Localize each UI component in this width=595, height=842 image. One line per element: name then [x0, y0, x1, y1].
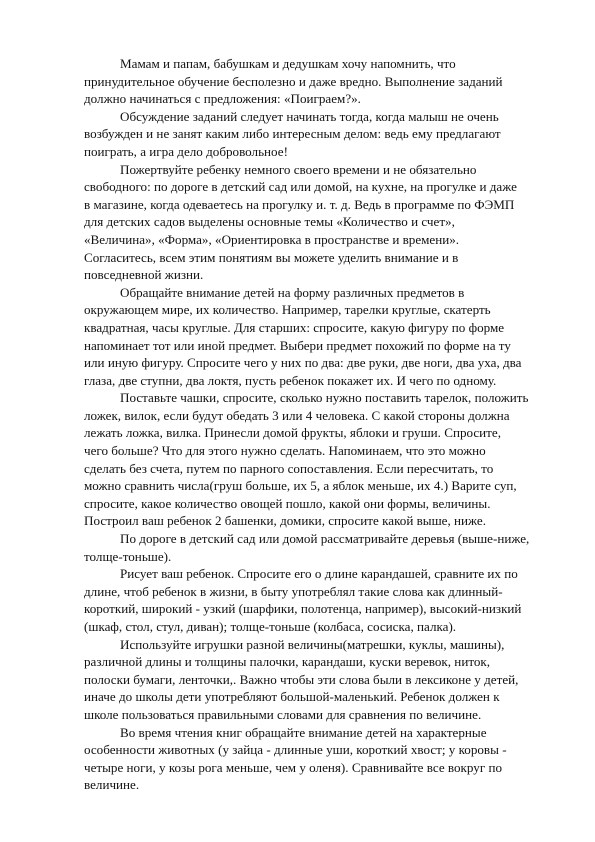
text-line: особенности животных (у зайца - длинные уши, короткий хвост; у коровы -: [84, 742, 507, 758]
text-line: полоски бумаги, ленточки,. Важно чтобы эти слова были в лексиконе у детей,: [84, 671, 519, 687]
text-line: напоминает тот или иной предмет. Выбери предмет похожий по форме на ту: [84, 337, 511, 353]
text-line: Согласитесь, всем этим понятиям вы можете уделить внимание и в: [84, 249, 459, 265]
paragraph-first-line: Рисует ваш ребенок. Спросите его о длине карандашей, сравните их по: [120, 566, 518, 582]
text-line: для детских садов выделены основные темы «Количество и счет»,: [84, 214, 455, 230]
text-line: возбужден и не занят каким либо интересным делом: ведь ему предлагают: [84, 126, 501, 142]
text-line: квадратная, часы круглые. Для старших: спросите, какую фигуру по форме: [84, 319, 505, 335]
text-line: спросите, какое количество овощей пошло, какой они формы, величины.: [84, 495, 491, 511]
text-line: можно сравнить числа(груш больше, их 5, а яблок меньше, их 4.) Варите суп,: [84, 478, 517, 494]
text-line: короткий, широкий - узкий (шарфики, полотенца, например), высокий-низкий: [84, 601, 522, 617]
paragraph-first-line: Во время чтения книг обращайте внимание детей на характерные: [120, 724, 487, 740]
text-line: лежать ложка, вилка. Принесли домой фрукты, яблоки и груши. Спросите,: [84, 425, 501, 441]
paragraph-first-line: Обсуждение заданий следует начинать тогда, когда малыш не очень: [120, 108, 499, 124]
text-line: иначе до школы дети употребляют большой-маленький. Ребенок должен к: [84, 689, 500, 705]
text-line: ложек, вилок, если будут обедать 3 или 4 человека. С какой стороны должна: [84, 407, 510, 423]
text-line: различной длины и толщины палочки, карандаши, куски веревок, ниток,: [84, 654, 491, 670]
text-line: величине.: [84, 777, 140, 793]
paragraph-first-line: Используйте игрушки разной величины(матрешки, куклы, машины),: [120, 636, 505, 652]
text-line: «Величина», «Форма», «Ориентировка в пространстве и времени».: [84, 231, 460, 247]
text-line: повседневной жизни.: [84, 267, 204, 283]
text-line: школе пользоваться правильными словами для сравнения по величине.: [84, 706, 482, 722]
paragraph-first-line: Обращайте внимание детей на форму различных предметов в: [120, 284, 465, 300]
text-line: длине, чтоб ребенок в жизни, в быту употреблял такие слова как длинный-: [84, 583, 503, 599]
text-line: толще-тоньше).: [84, 548, 172, 564]
text-line: свободного: по дороге в детский сад или домой, на кухне, на прогулке и даже: [84, 179, 517, 195]
text-line: чего больше? Что для этого нужно сделать. Напоминаем, что это можно: [84, 443, 486, 459]
text-line: поиграть, а игра дело добровольное!: [84, 143, 288, 159]
text-line: должно начинаться с предложения: «Поиграем?».: [84, 91, 361, 107]
text-line: или иную фигуру. Спросите чего у них по два: две руки, две ноги, два уха, два: [84, 355, 522, 371]
text-line: принудительное обучение бесполезно и даже вредно. Выполнение заданий: [84, 73, 503, 89]
text-line: Построил ваш ребенок 2 башенки, домики, спросите какой выше, ниже.: [84, 513, 486, 529]
text-line: в магазине, когда одеваетесь на прогулку и. т. д. Ведь в программе по ФЭМП: [84, 196, 515, 212]
text-line: сделать без счета, путем по парного сопоставления. Если пересчитать, то: [84, 460, 494, 476]
paragraph-first-line: Поставьте чашки, спросите, сколько нужно поставить тарелок, положить: [120, 390, 529, 406]
text-line: окружающем мире, их количество. Например, тарелки круглые, скатерть: [84, 302, 491, 318]
text-line: четыре ноги, у козы рога меньше, чем у оленя). Сравнивайте все вокруг по: [84, 759, 503, 775]
text-line: глаза, две ступни, два локтя, пусть ребенок покажет их. И чего по одному.: [84, 372, 497, 388]
paragraph-first-line: Пожертвуйте ребенку немного своего времени и не обязательно: [120, 161, 477, 177]
text-line: (шкаф, стол, стул, диван); толще-тоньше (колбаса, сосиска, палка).: [84, 619, 457, 634]
paragraph-first-line: По дороге в детский сад или домой рассматривайте деревья (выше-ниже,: [120, 531, 530, 547]
document-body: [84, 55, 554, 794]
paragraph-first-line: Мамам и папам, бабушкам и дедушкам хочу напомнить, что: [120, 56, 456, 71]
